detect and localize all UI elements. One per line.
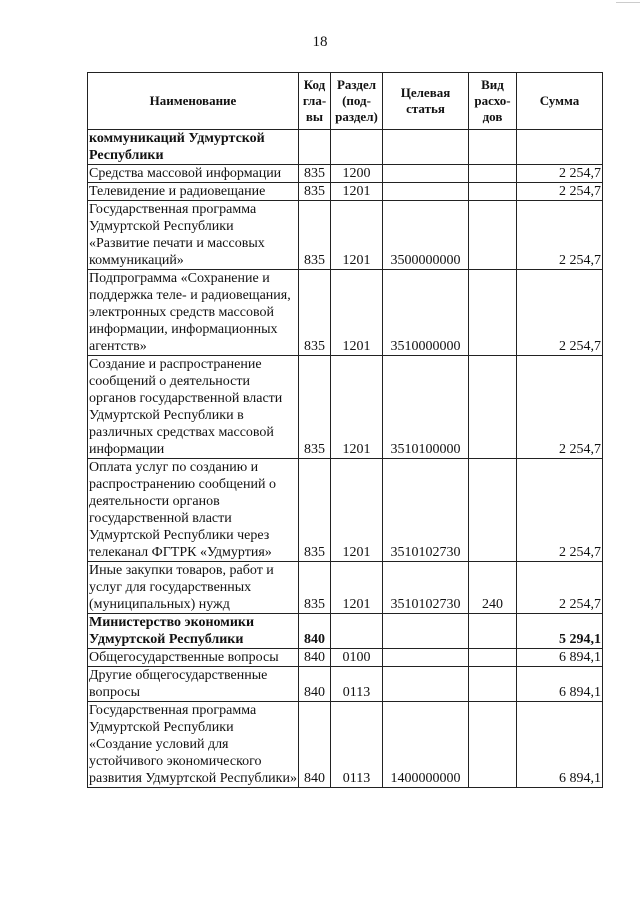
table-body (88, 130, 603, 788)
cell-name: Общегосударственные вопросы (88, 649, 299, 667)
cell-sum (517, 130, 603, 165)
cell-code: 840 (299, 702, 331, 788)
cell-sum: 2 254,7 (517, 183, 603, 201)
cell-section (331, 614, 383, 649)
table-row (88, 562, 603, 614)
cell-expense (469, 614, 517, 649)
cell-expense: 240 (469, 562, 517, 614)
cell-section (331, 130, 383, 165)
cell-expense (469, 201, 517, 270)
cell-sum: 5 294,1 (517, 614, 603, 649)
cell-target: 3510000000 (383, 270, 469, 356)
table-row (88, 702, 603, 788)
cell-code: 840 (299, 614, 331, 649)
cell-sum: 6 894,1 (517, 702, 603, 788)
cell-expense (469, 270, 517, 356)
cell-code (299, 130, 331, 165)
cell-code: 840 (299, 649, 331, 667)
cell-name: Другие общегосударственные вопросы (88, 667, 299, 702)
cell-name: Создание и распространение сообщений о деятельности органов государственной власти Удмуртской Республики в различных средствах массовой информации (88, 356, 299, 459)
cell-section: 1201 (331, 270, 383, 356)
table-row (88, 649, 603, 667)
cell-sum: 6 894,1 (517, 667, 603, 702)
cell-target (383, 165, 469, 183)
cell-code: 835 (299, 201, 331, 270)
cell-name: Министерство экономики Удмуртской Республики (88, 614, 299, 649)
table-row (88, 459, 603, 562)
cell-code: 835 (299, 165, 331, 183)
cell-code: 835 (299, 183, 331, 201)
cell-target (383, 614, 469, 649)
cell-section: 0113 (331, 667, 383, 702)
cell-sum: 2 254,7 (517, 356, 603, 459)
cell-section: 1201 (331, 356, 383, 459)
scan-edge-mark (616, 2, 640, 9)
table-row (88, 356, 603, 459)
cell-name: Государственная программа Удмуртской Республики «Развитие печати и массовых коммуникаций» (88, 201, 299, 270)
cell-sum: 2 254,7 (517, 562, 603, 614)
cell-code: 835 (299, 459, 331, 562)
cell-section: 1201 (331, 562, 383, 614)
cell-expense (469, 356, 517, 459)
table-row (88, 667, 603, 702)
cell-name: Оплата услуг по созданию и распространению сообщений о деятельности органов государственной власти Удмуртской Республики через телеканал ФГТРК «Удмуртия» (88, 459, 299, 562)
cell-section: 0113 (331, 702, 383, 788)
cell-sum: 6 894,1 (517, 649, 603, 667)
table-header-row (88, 73, 603, 130)
cell-target (383, 130, 469, 165)
cell-name: Телевидение и радиовещание (88, 183, 299, 201)
cell-sum: 2 254,7 (517, 459, 603, 562)
cell-expense (469, 649, 517, 667)
cell-code: 835 (299, 270, 331, 356)
table-row (88, 130, 603, 165)
cell-target: 3510100000 (383, 356, 469, 459)
cell-target: 3510102730 (383, 459, 469, 562)
cell-sum: 2 254,7 (517, 165, 603, 183)
table-row (88, 614, 603, 649)
column-header-name: Наименование (88, 73, 299, 130)
column-header-code: Код гла- вы (299, 73, 331, 130)
cell-name: Иные закупки товаров, работ и услуг для государственных (муниципальных) нужд (88, 562, 299, 614)
budget-table (87, 72, 603, 788)
cell-expense (469, 183, 517, 201)
table-row (88, 183, 603, 201)
cell-code: 835 (299, 356, 331, 459)
cell-target (383, 667, 469, 702)
cell-section: 0100 (331, 649, 383, 667)
column-header-section: Раздел (под- раздел) (331, 73, 383, 130)
cell-target: 1400000000 (383, 702, 469, 788)
cell-section: 1201 (331, 183, 383, 201)
cell-section: 1201 (331, 459, 383, 562)
page-number: 18 (312, 34, 328, 50)
table-row (88, 270, 603, 356)
cell-expense (469, 459, 517, 562)
cell-sum: 2 254,7 (517, 201, 603, 270)
cell-target (383, 183, 469, 201)
column-header-expense: Вид расхо- дов (469, 73, 517, 130)
cell-section: 1200 (331, 165, 383, 183)
cell-target: 3500000000 (383, 201, 469, 270)
cell-expense (469, 667, 517, 702)
cell-name: Подпрограмма «Сохранение и поддержка теле- и радиовещания, электронных средств массовой информации, информационных агентств» (88, 270, 299, 356)
cell-expense (469, 130, 517, 165)
cell-expense (469, 702, 517, 788)
cell-name: коммуникаций Удмуртской Республики (88, 130, 299, 165)
cell-code: 840 (299, 667, 331, 702)
column-header-target: Целевая статья (383, 73, 469, 130)
cell-expense (469, 165, 517, 183)
cell-section: 1201 (331, 201, 383, 270)
cell-target (383, 649, 469, 667)
column-header-sum: Сумма (517, 73, 603, 130)
cell-target: 3510102730 (383, 562, 469, 614)
cell-code: 835 (299, 562, 331, 614)
table-row (88, 201, 603, 270)
cell-name: Средства массовой информации (88, 165, 299, 183)
cell-name: Государственная программа Удмуртской Республики «Создание условий для устойчивого экономического развития Удмуртской Республики» (89, 703, 297, 786)
cell-sum: 2 254,7 (517, 270, 603, 356)
table-row (88, 165, 603, 183)
